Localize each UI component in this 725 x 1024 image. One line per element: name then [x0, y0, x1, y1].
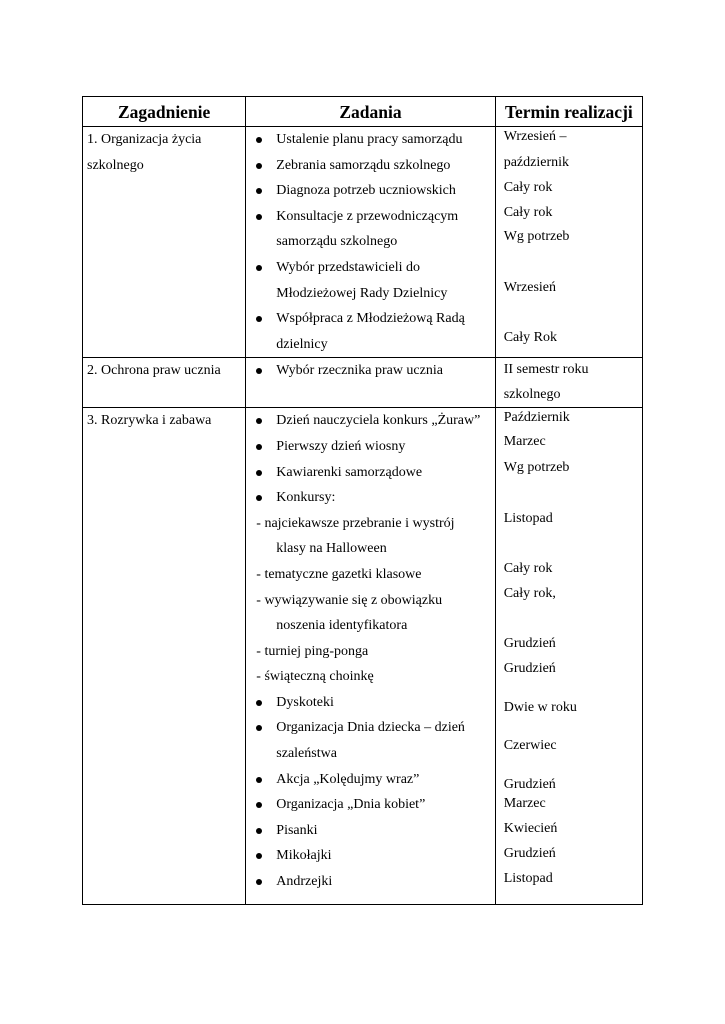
term-item: Kwiecień	[503, 821, 558, 837]
task-item: Ustalenie planu pracy samorządu	[246, 127, 494, 153]
table-row	[83, 127, 643, 358]
topic-cell	[83, 358, 246, 408]
task-item: Andrzejki	[246, 869, 494, 895]
term-item: Grudzień	[503, 846, 556, 862]
task-item: Organizacja Dnia dziecka – dzień	[246, 715, 494, 741]
task-item: samorządu szkolnego	[276, 234, 398, 250]
task-item: - wywiązywanie się z obowiązku	[256, 592, 443, 608]
term-item: II semestr roku	[503, 362, 589, 378]
term-item: Październik	[503, 410, 570, 426]
term-item: Grudzień	[503, 636, 556, 652]
term-item: Grudzień	[503, 777, 556, 793]
task-item: dzielnicy	[276, 336, 328, 352]
task-item: noszenia identyfikatora	[276, 618, 408, 634]
term-item: Cały rok	[503, 205, 553, 220]
topic-line: 1. Organizacja życia	[87, 132, 202, 147]
header-term: Termin realizacji	[495, 97, 642, 127]
term-item: szkolnego	[503, 387, 561, 403]
term-item: Cały rok	[503, 180, 553, 195]
term-cell	[495, 127, 642, 358]
term-item: październik	[503, 155, 570, 170]
term-item: Wg potrzeb	[503, 460, 570, 476]
table-row	[83, 408, 643, 905]
term-item: Wrzesień –	[503, 129, 567, 144]
task-item: Akcja „Kolędujmy wraz”	[246, 767, 494, 793]
task-item: Pierwszy dzień wiosny	[246, 434, 494, 460]
term-item: Listopad	[503, 871, 553, 887]
topic-cell	[83, 127, 246, 358]
task-item: - najciekawsze przebranie i wystrój	[256, 515, 455, 531]
term-item: Marzec	[503, 434, 546, 450]
header-topic: Zagadnienie	[83, 97, 246, 127]
term-cell	[495, 358, 642, 408]
topic-cell	[83, 408, 246, 905]
task-item: Dyskoteki	[246, 690, 494, 716]
term-item: Grudzień	[503, 661, 556, 677]
task-item: Organizacja „Dnia kobiet”	[246, 792, 494, 818]
task-item: Wybór rzecznika praw ucznia	[246, 358, 494, 384]
topic-line: szkolnego	[87, 158, 144, 173]
term-cell	[495, 408, 642, 905]
term-item: Wrzesień	[503, 280, 557, 295]
term-item: Cały rok,	[503, 586, 556, 602]
task-item: Kawiarenki samorządowe	[246, 460, 494, 486]
plan-table	[82, 96, 643, 905]
task-item: - tematyczne gazetki klasowe	[256, 566, 422, 582]
task-item: - świąteczną choinkę	[256, 669, 374, 685]
tasks-cell	[246, 408, 495, 905]
task-item: Pisanki	[246, 818, 494, 844]
task-item: Wybór przedstawicieli do	[246, 255, 494, 281]
tasks-cell	[246, 358, 495, 408]
tasks-cell	[246, 127, 495, 358]
task-item: Młodzieżowej Rady Dzielnicy	[276, 285, 448, 301]
term-item: Cały rok	[503, 561, 553, 577]
term-item: Cały Rok	[503, 330, 557, 345]
task-item: Diagnoza potrzeb uczniowskich	[246, 178, 494, 204]
task-item: Współpraca z Młodzieżową Radą	[246, 306, 494, 332]
term-item: Czerwiec	[503, 738, 557, 754]
task-item: Konsultacje z przewodniczącym	[246, 204, 494, 230]
header-tasks: Zadania	[246, 97, 495, 127]
header-row	[83, 97, 643, 127]
task-item: - turniej ping-ponga	[256, 643, 369, 659]
task-item: szaleństwa	[276, 746, 337, 762]
topic-line: 3. Rozrywka i zabawa	[87, 413, 212, 429]
table-row	[83, 358, 643, 408]
term-item: Listopad	[503, 511, 553, 527]
task-item: Mikołajki	[246, 843, 494, 869]
term-item: Wg potrzeb	[503, 229, 570, 244]
term-item: Dwie w roku	[503, 700, 577, 716]
task-item: Konkursy:	[246, 485, 494, 511]
task-item: Dzień nauczyciela konkurs „Żuraw”	[246, 408, 494, 434]
task-item: Zebrania samorządu szkolnego	[246, 153, 494, 179]
task-item: klasy na Halloween	[276, 541, 387, 557]
term-item: Marzec	[503, 796, 546, 812]
topic-line: 2. Ochrona praw ucznia	[87, 363, 221, 379]
